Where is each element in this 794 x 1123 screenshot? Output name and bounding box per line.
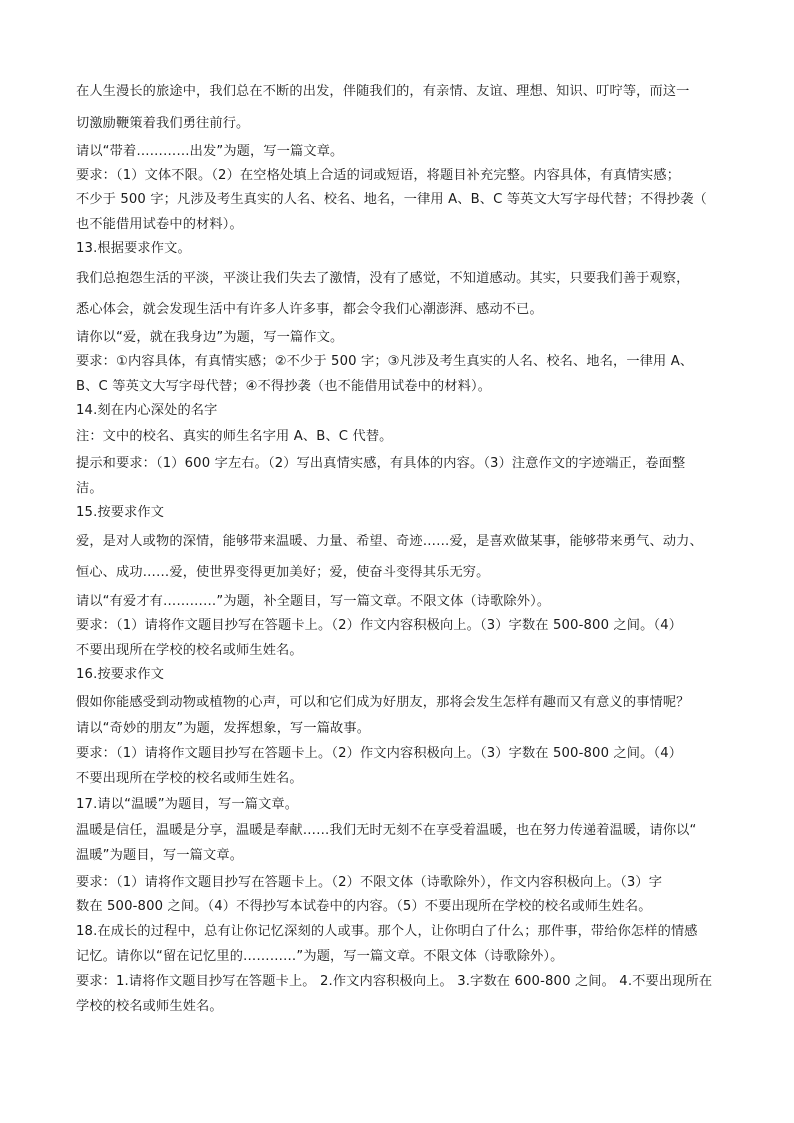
paragraph-line: 要求：（1）请将作文题目抄写在答题卡上。（2）不限文体（诗歌除外），作文内容积极向上。（3）字 [76, 875, 663, 890]
question-heading: 17.请以“温暖”为题目，写一篇文章。 [76, 797, 299, 812]
paragraph-line: B、C 等英文大写字母代替；④不得抄袭（也不能借用试卷中的材料）。 [76, 379, 492, 394]
question-heading: 16.按要求作文 [76, 667, 165, 682]
paragraph-line: 要求：①内容具体，有真情实感；②不少于 500 字；③凡涉及考生真实的人名、校名、地名，一律用 A、 [76, 354, 694, 369]
question-heading: 14.刻在内心深处的名字 [76, 403, 218, 418]
paragraph-line: 请你以“爱，就在我身边”为题，写一篇作文。 [76, 330, 344, 345]
paragraph-line: 恒心、成功……爱，使世界变得更加美好；爱，使奋斗变得其乐无穷。 [76, 565, 490, 580]
paragraph-line: 数在 500-800 之间。（4）不得抄写本试卷中的内容。（5）不要出现所在学校的校名或师生姓名。 [76, 899, 652, 914]
question-heading: 13.根据要求作文。 [76, 241, 191, 256]
paragraph-line: 请以“奇妙的朋友”为题，发挥想象，写一篇故事。 [76, 721, 371, 736]
paragraph-line: 也不能借用试卷中的材料）。 [76, 217, 243, 232]
paragraph-line: 爱，是对人或物的深情，能够带来温暖、力量、希望、奇迹……爱，是喜欢做某事，能够带来勇气、动力、 [76, 534, 703, 549]
paragraph-line: 洁。 [76, 481, 103, 496]
paragraph-line: 不少于 500 字；凡涉及考生真实的人名、校名、地名，一律用 A、B、C 等英文大写字母代替；不得抄袭（ [76, 192, 707, 207]
paragraph-line: 悉心体会，就会发现生活中有许多人许多事，都会令我们心潮澎湃、感动不已。 [76, 302, 543, 317]
paragraph-line: 温暖是信任，温暖是分享，温暖是奉献……我们无时无刻不在享受着温暖，也在努力传递着温暖，请你以“ [76, 823, 697, 838]
paragraph-line: 记忆。请你以“留在记忆里的…………”为题，写一篇文章。不限文体（诗歌除外）。 [76, 949, 564, 964]
paragraph-line: 不要出现所在学校的校名或师生姓名。 [76, 771, 303, 786]
paragraph-line: 要求：1.请将作文题目抄写在答题卡上。 2.作文内容积极向上。 3.字数在 600-800 之间。 4.不要出现所在 [76, 974, 713, 989]
paragraph-line: 注：文中的校名、真实的师生名字用 A、B、C 代替。 [76, 429, 393, 444]
paragraph-line: 请以“带着…………出发”为题，写一篇文章。 [76, 144, 344, 159]
paragraph-line: 要求：（1）请将作文题目抄写在答题卡上。（2）作文内容积极向上。（3）字数在 500-800 之间。（4） [76, 746, 683, 761]
paragraph-line: 请以“有爱才有…………”为题，补全题目，写一篇文章。不限文体（诗歌除外）。 [76, 594, 551, 609]
paragraph-line: 假如你能感受到动物或植物的心声，可以和它们成为好朋友，那将会发生怎样有趣而又有意义的事情呢？ [76, 695, 690, 710]
paragraph-line: 学校的校名或师生姓名。 [76, 999, 223, 1014]
paragraph-line: 要求：（1）文体不限。（2）在空格处填上合适的词或短语，将题目补充完整。内容具体，有真情实感； [76, 168, 681, 183]
paragraph-line: 在人生漫长的旅途中，我们总在不断的出发，伴随我们的，有亲情、友谊、理想、知识、叮咛等，而这一 [76, 84, 690, 99]
question-heading: 18.在成长的过程中，总有让你记忆深刻的人或事。那个人，让你明白了什么；那件事，带给你怎样的情感 [76, 924, 698, 939]
paragraph-line: 切激励鞭策着我们勇往前行。 [76, 116, 250, 131]
paragraph-line: 温暖”为题目，写一篇文章。 [76, 848, 244, 863]
paragraph-line: 提示和要求：（1）600 字左右。（2）写出真情实感，有具体的内容。（3）注意作文的字迹端正，卷面整 [76, 456, 686, 471]
paragraph-line: 不要出现所在学校的校名或师生姓名。 [76, 643, 303, 658]
question-heading: 15.按要求作文 [76, 505, 165, 520]
paragraph-line: 要求：（1）请将作文题目抄写在答题卡上。（2）作文内容积极向上。（3）字数在 500-800 之间。（4） [76, 618, 683, 633]
paragraph-line: 我们总抱怨生活的平淡，平淡让我们失去了激情，没有了感觉，不知道感动。其实，只要我们善于观察， [76, 271, 690, 286]
